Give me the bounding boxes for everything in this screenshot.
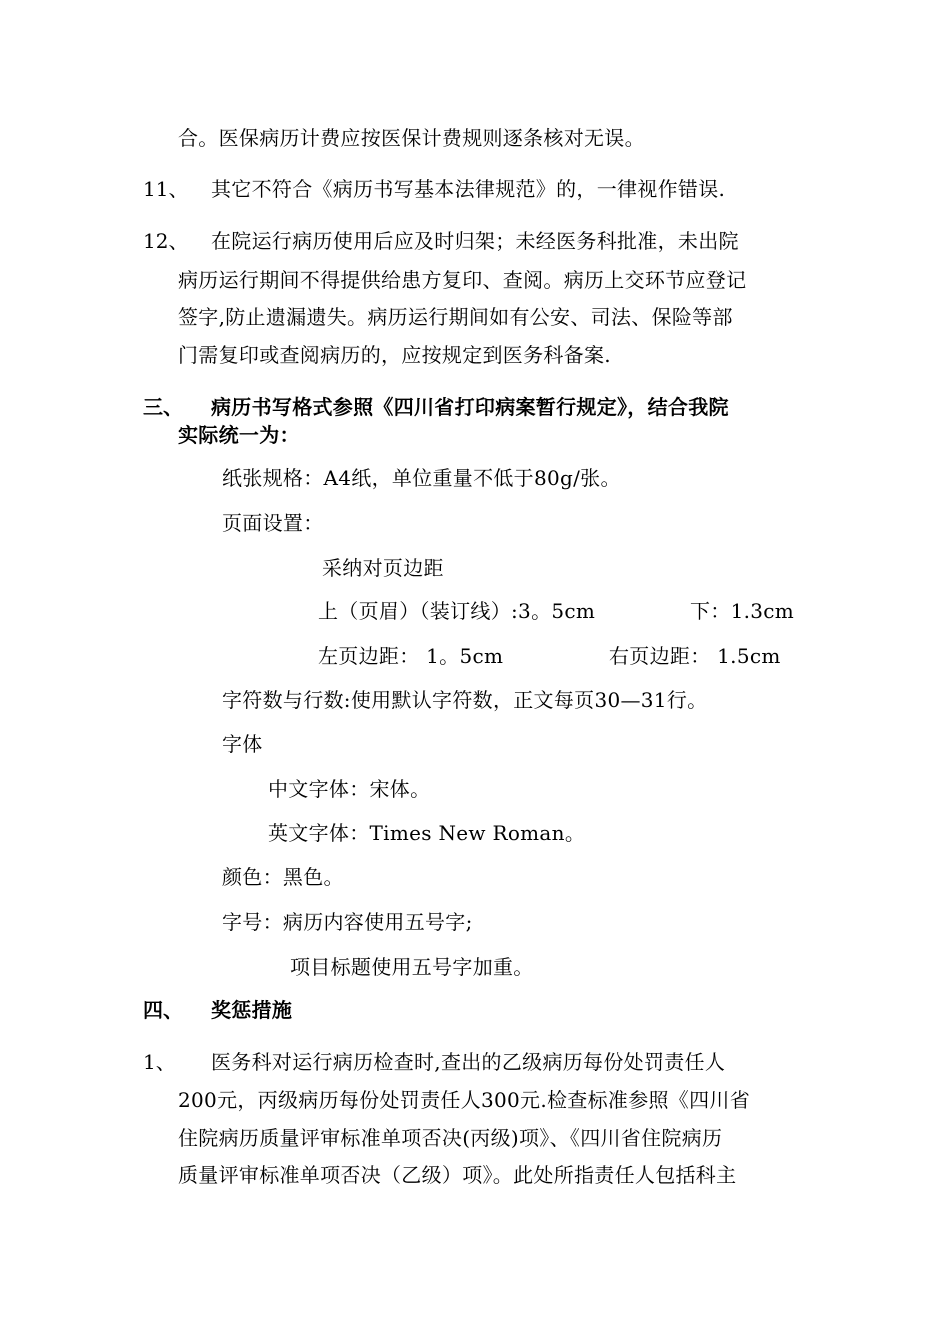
paragraph-line: 住院病历质量评审标准单项否决(丙级)项》、《四川省住院病历	[178, 1126, 723, 1150]
paragraph-line: 200元，丙级病历每份处罚责任人300元.检查标准参照《四川省	[178, 1088, 751, 1112]
margin-setting: 上（页眉）（装订线）:3。5cm	[318, 599, 596, 623]
paragraph-line: 英文字体：Times New Roman。	[268, 821, 586, 845]
item-number: 1、	[143, 1050, 176, 1074]
paragraph-line: 在院运行病历使用后应及时归架；未经医务科批准，未出院	[211, 229, 739, 253]
margin-setting: 左页边距： 1。5cm	[318, 644, 504, 668]
paragraph-line: 页面设置：	[222, 511, 324, 535]
margin-setting: 右页边距： 1.5cm	[609, 644, 781, 668]
paragraph-line: 质量评审标准单项否决（乙级）项》。此处所指责任人包括科主	[178, 1163, 737, 1187]
paragraph-line: 门需复印或查阅病历的，应按规定到医务科备案.	[178, 343, 611, 367]
paragraph-line: 中文字体：宋体。	[268, 777, 431, 801]
section-heading-line: 病历书写格式参照《四川省打印病案暂行规定》，结合我院	[211, 395, 729, 419]
paragraph-line: 字体	[222, 732, 263, 756]
paragraph-line: 医务科对运行病历检查时,查出的乙级病历每份处罚责任人	[211, 1050, 726, 1074]
item-number: 11、	[143, 177, 189, 201]
section-heading-line: 实际统一为：	[178, 423, 300, 447]
paragraph-line: 采纳对页边距	[322, 556, 444, 580]
paragraph-line: 合。医保病历计费应按医保计费规则逐条核对无误。	[178, 126, 645, 150]
section-heading-line: 奖惩措施	[211, 998, 293, 1022]
item-number: 12、	[143, 229, 189, 253]
paragraph-line: 其它不符合《病历书写基本法律规范》的，一律视作错误.	[211, 177, 726, 201]
paragraph-line: 字号：病历内容使用五号字;	[222, 910, 473, 934]
margin-setting: 下：1.3cm	[690, 599, 795, 623]
paragraph-line: 纸张规格：A4纸，单位重量不低于80g/张。	[222, 466, 621, 490]
paragraph-line: 项目标题使用五号字加重。	[290, 955, 534, 979]
paragraph-line: 颜色：黑色。	[222, 865, 344, 889]
paragraph-line: 字符数与行数:使用默认字符数，正文每页30—31行。	[222, 688, 708, 712]
section-number: 三、	[143, 395, 183, 419]
paragraph-line: 签字,防止遗漏遗失。病历运行期间如有公安、司法、保险等部	[178, 305, 733, 329]
paragraph-line: 病历运行期间不得提供给患方复印、查阅。病历上交环节应登记	[178, 268, 747, 292]
section-number: 四、	[143, 998, 183, 1022]
